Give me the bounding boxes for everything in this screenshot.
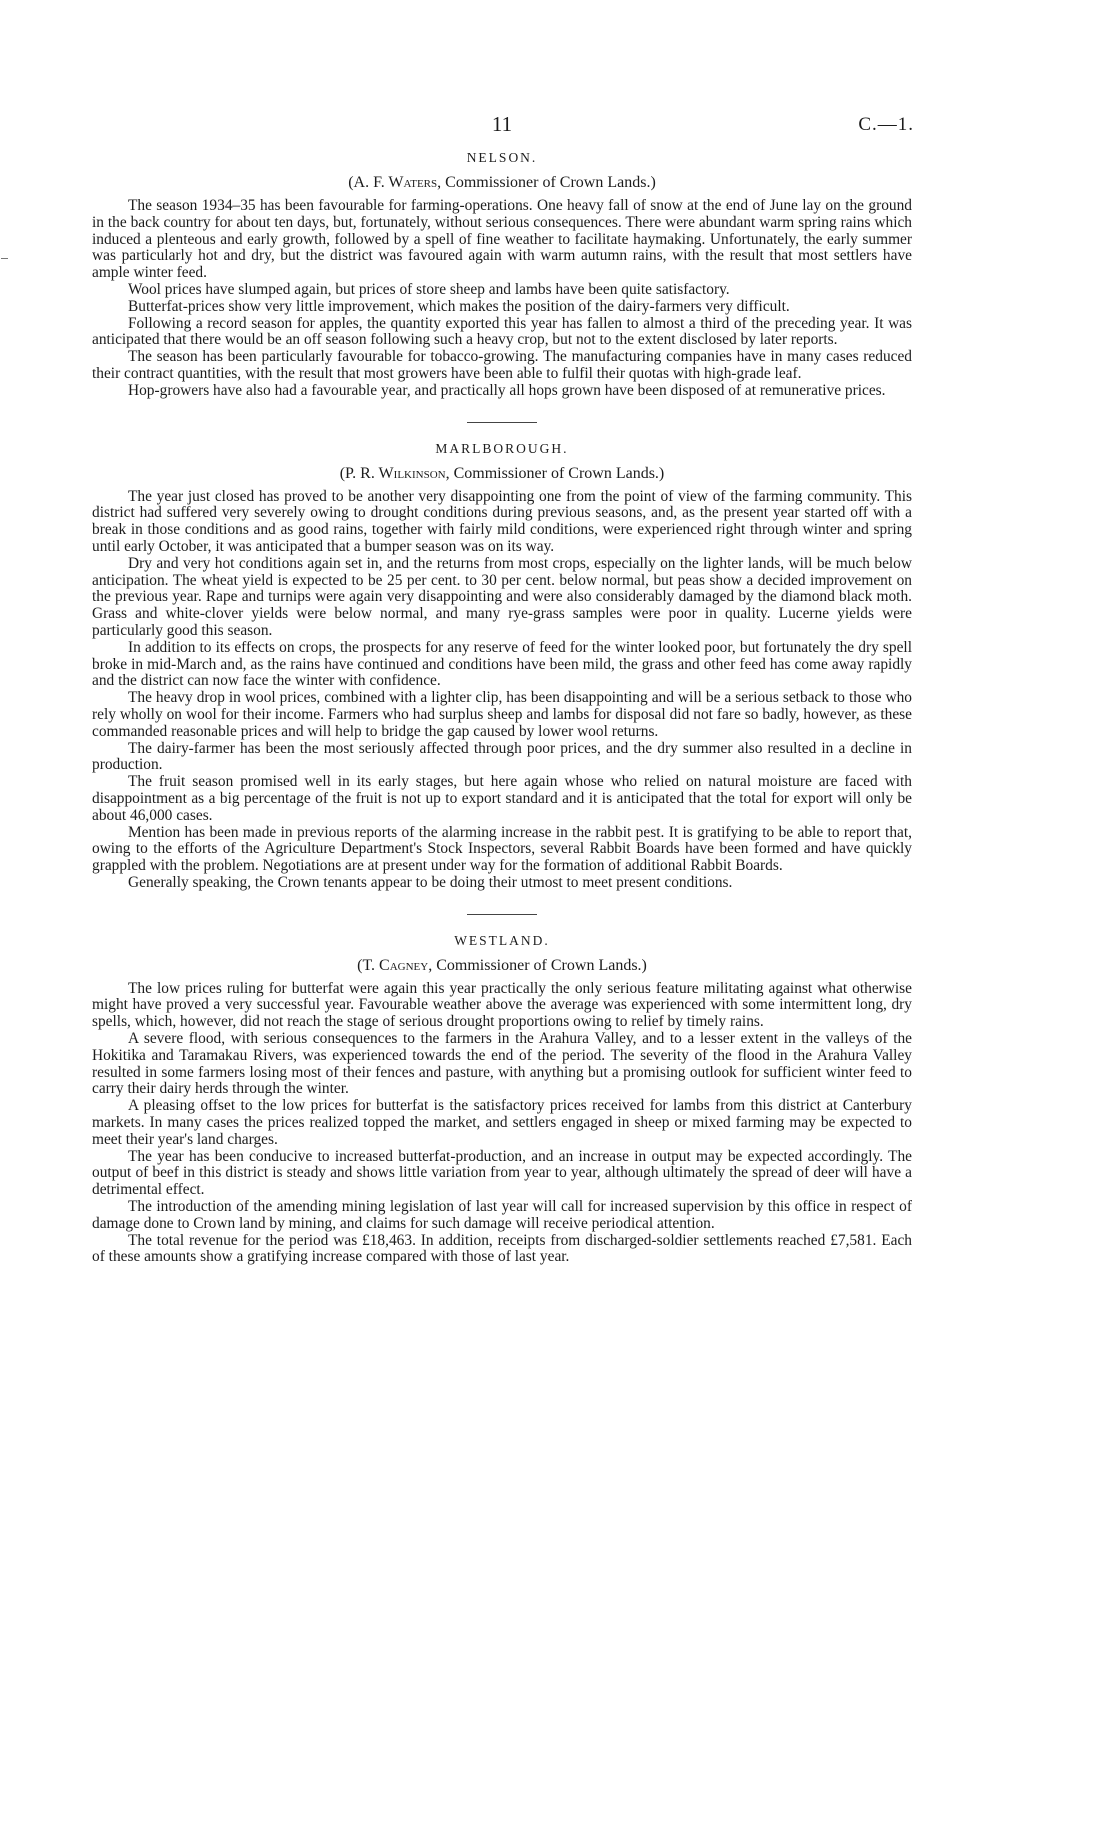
paragraph: The total revenue for the period was £18,463. In addition, receipts from discharged-soldier settlements reached £7,581. Each of these amounts show a gratifying increase compared with those of last year. <box>92 1231 912 1266</box>
paragraph: Wool prices have slumped again, but prices of store sheep and lambs have been quite satisfactory. <box>128 280 730 298</box>
paragraph: Generally speaking, the Crown tenants appear to be doing their utmost to meet present conditions. <box>128 873 733 891</box>
page-content <box>92 150 912 1266</box>
section-title: NELSON. <box>466 150 538 165</box>
section-divider <box>467 422 537 423</box>
paragraph: In addition to its effects on crops, the prospects for any reserve of feed for the winter looked poor, but fortunately the dry spell broke in mid-March and, as the rains have continued and conditions have been mild, the grass and other feed has come away rapidly and the district can now face the winter with confidence. <box>92 638 912 690</box>
section-divider <box>467 914 537 915</box>
paragraph: The fruit season promised well in its early stages, but here again whose who relied on natural moisture are faced with disappointment as a big percentage of the fruit is not up to export standard and it is anticipated that the total for export will only be about 46,000 cases. <box>92 773 912 824</box>
commissioner-line: (P. R. Wilkinson, Commissioner of Crown Lands.) <box>339 464 665 482</box>
paragraph: Dry and very hot conditions again set in, and the returns from most crops, especially on the lighter lands, will be much below anticipation. The wheat yield is expected to be 25 per cent. to 30 per cent. below normal, but peas show a decided improvement on the previous year. Rape and turnips were again very disappointing and were also considerably damaged by the diamond black moth. Grass and white-clover yields were below normal, and many rye-grass samples were poor in quality. Lucerne yields were particularly good this season. <box>92 554 912 639</box>
paragraph: The dairy-farmer has been the most seriously affected through poor prices, and the dry summer also resulted in a decline in production. <box>92 739 912 774</box>
commissioner-name: P. R. Wilkinson <box>345 464 446 482</box>
paragraph: The year has been conducive to increased butterfat-production, and an increase in output may be expected accordingly. The output of beef in this district is steady and shows little variation from year to year, although ultimately the spread of deer will have a detrimental effect. <box>92 1147 912 1199</box>
section-title: MARLBOROUGH. <box>435 440 569 456</box>
paragraph: Mention has been made in previous reports of the alarming increase in the rabbit pest. It is gratifying to be able to report that, owing to the efforts of the Agriculture Department's Stock Inspectors, several Rabbit Boards have been formed and have quickly grappled with the problem. Negotiations are at present under way for the formation of additional Rabbit Boards. <box>92 823 912 875</box>
paragraph: The year just closed has proved to be another very disappointing one from the point of view of the farming community. This district had suffered very severely owing to drought conditions during previous seasons, and, as the present year started off with a break in those conditions and as good rains, together with fairly mild conditions, were experienced right through winter and spring until early October, it was anticipated that a bumper season was on its way. <box>92 487 912 555</box>
commissioner-name: A. F. Waters <box>353 174 438 191</box>
document-reference: C.—1. <box>858 114 914 135</box>
paragraph: Following a record season for apples, the quantity exported this year has fallen to almost a third of the preceding year. It was anticipated that there would be an off season following such a heavy crop, but not to the extent disclosed by later reports. <box>92 314 912 349</box>
paragraph: A pleasing offset to the low prices for butterfat is the satisfactory prices received for lambs from this district at Canterbury markets. In many cases the prices realized topped the market, and settlers engaged in sheep or mixed farming may be expected to meet their year's land charges. <box>92 1097 912 1148</box>
commissioner-line: (T. Cagney, Commissioner of Crown Lands.) <box>357 956 647 974</box>
commissioner-line: (A. F. Waters, Commissioner of Crown Lands.) <box>348 174 656 191</box>
commissioner-role: , Commissioner of Crown Lands.) <box>428 956 647 974</box>
paragraph: The season 1934–35 has been favourable for farming-operations. One heavy fall of snow at the end of June lay on the ground in the back country for about ten days, but, fortunately, without serious consequences. There were abundant warm spring rains which induced a plenteous and early growth, followed by a spell of fine weather to facilitate haymaking. Unfortunately, the early summer was particularly hot and dry, but the district was favoured again with warm autumn rains, with the result that most settlers have ample winter feed. <box>92 197 912 282</box>
section-nelson <box>92 150 912 400</box>
page-header <box>0 112 1114 146</box>
paragraph: The season has been particularly favourable for tobacco-growing. The manufacturing companies have in many cases reduced their contract quantities, with the result that most growers have been able to fulfil their quotas with high-grade leaf. <box>92 348 912 382</box>
section-westland <box>92 933 912 1267</box>
section-marlborough <box>92 441 912 892</box>
paragraph: The low prices ruling for butterfat were again this year practically the only serious feature militating against what otherwise might have proved a very successful year. Favourable weather above the average was experienced with some intermittent long, dry spells, which, however, did not reach the stage of serious drought proportions owing to relief by timely rains. <box>92 979 912 1031</box>
paragraph: Butterfat-prices show very little improvement, which makes the position of the dairy-farmers very difficult. <box>128 297 790 315</box>
margin-mark <box>1 258 8 259</box>
paragraph: Hop-growers have also had a favourable year, and practically all hops grown have been disposed of at remunerative prices. <box>128 381 886 399</box>
paragraph: The heavy drop in wool prices, combined with a lighter clip, has been disappointing and will be a serious setback to those who rely wholly on wool for their income. Farmers who had surplus sheep and lambs for disposal did not fare so badly, however, as these commanded reasonable prices and will help to bridge the gap caused by lower wool returns. <box>92 689 912 740</box>
section-title: WESTLAND. <box>454 932 550 948</box>
commissioner-role: , Commissioner of Crown Lands.) <box>437 174 656 191</box>
paragraph: A severe flood, with serious consequences to the farmers in the Arahura Valley, and to a lesser extent in the valleys of the Hokitika and Taramakau Rivers, was experienced towards the end of the period. The severity of the flood in the Arahura Valley resulted in some farmers losing most of their fences and pasture, with anything but a promising outlook for sufficient winter feed to carry their dairy herds through the winter. <box>92 1030 912 1098</box>
page-number: 11 <box>491 112 513 136</box>
commissioner-role: , Commissioner of Crown Lands.) <box>445 464 665 482</box>
paragraph: The introduction of the amending mining legislation of last year will call for increased supervision by this office in respect of damage done to Crown land by mining, and claims for such damage will receive periodical attention. <box>92 1198 912 1232</box>
commissioner-name: T. Cagney <box>362 956 429 974</box>
